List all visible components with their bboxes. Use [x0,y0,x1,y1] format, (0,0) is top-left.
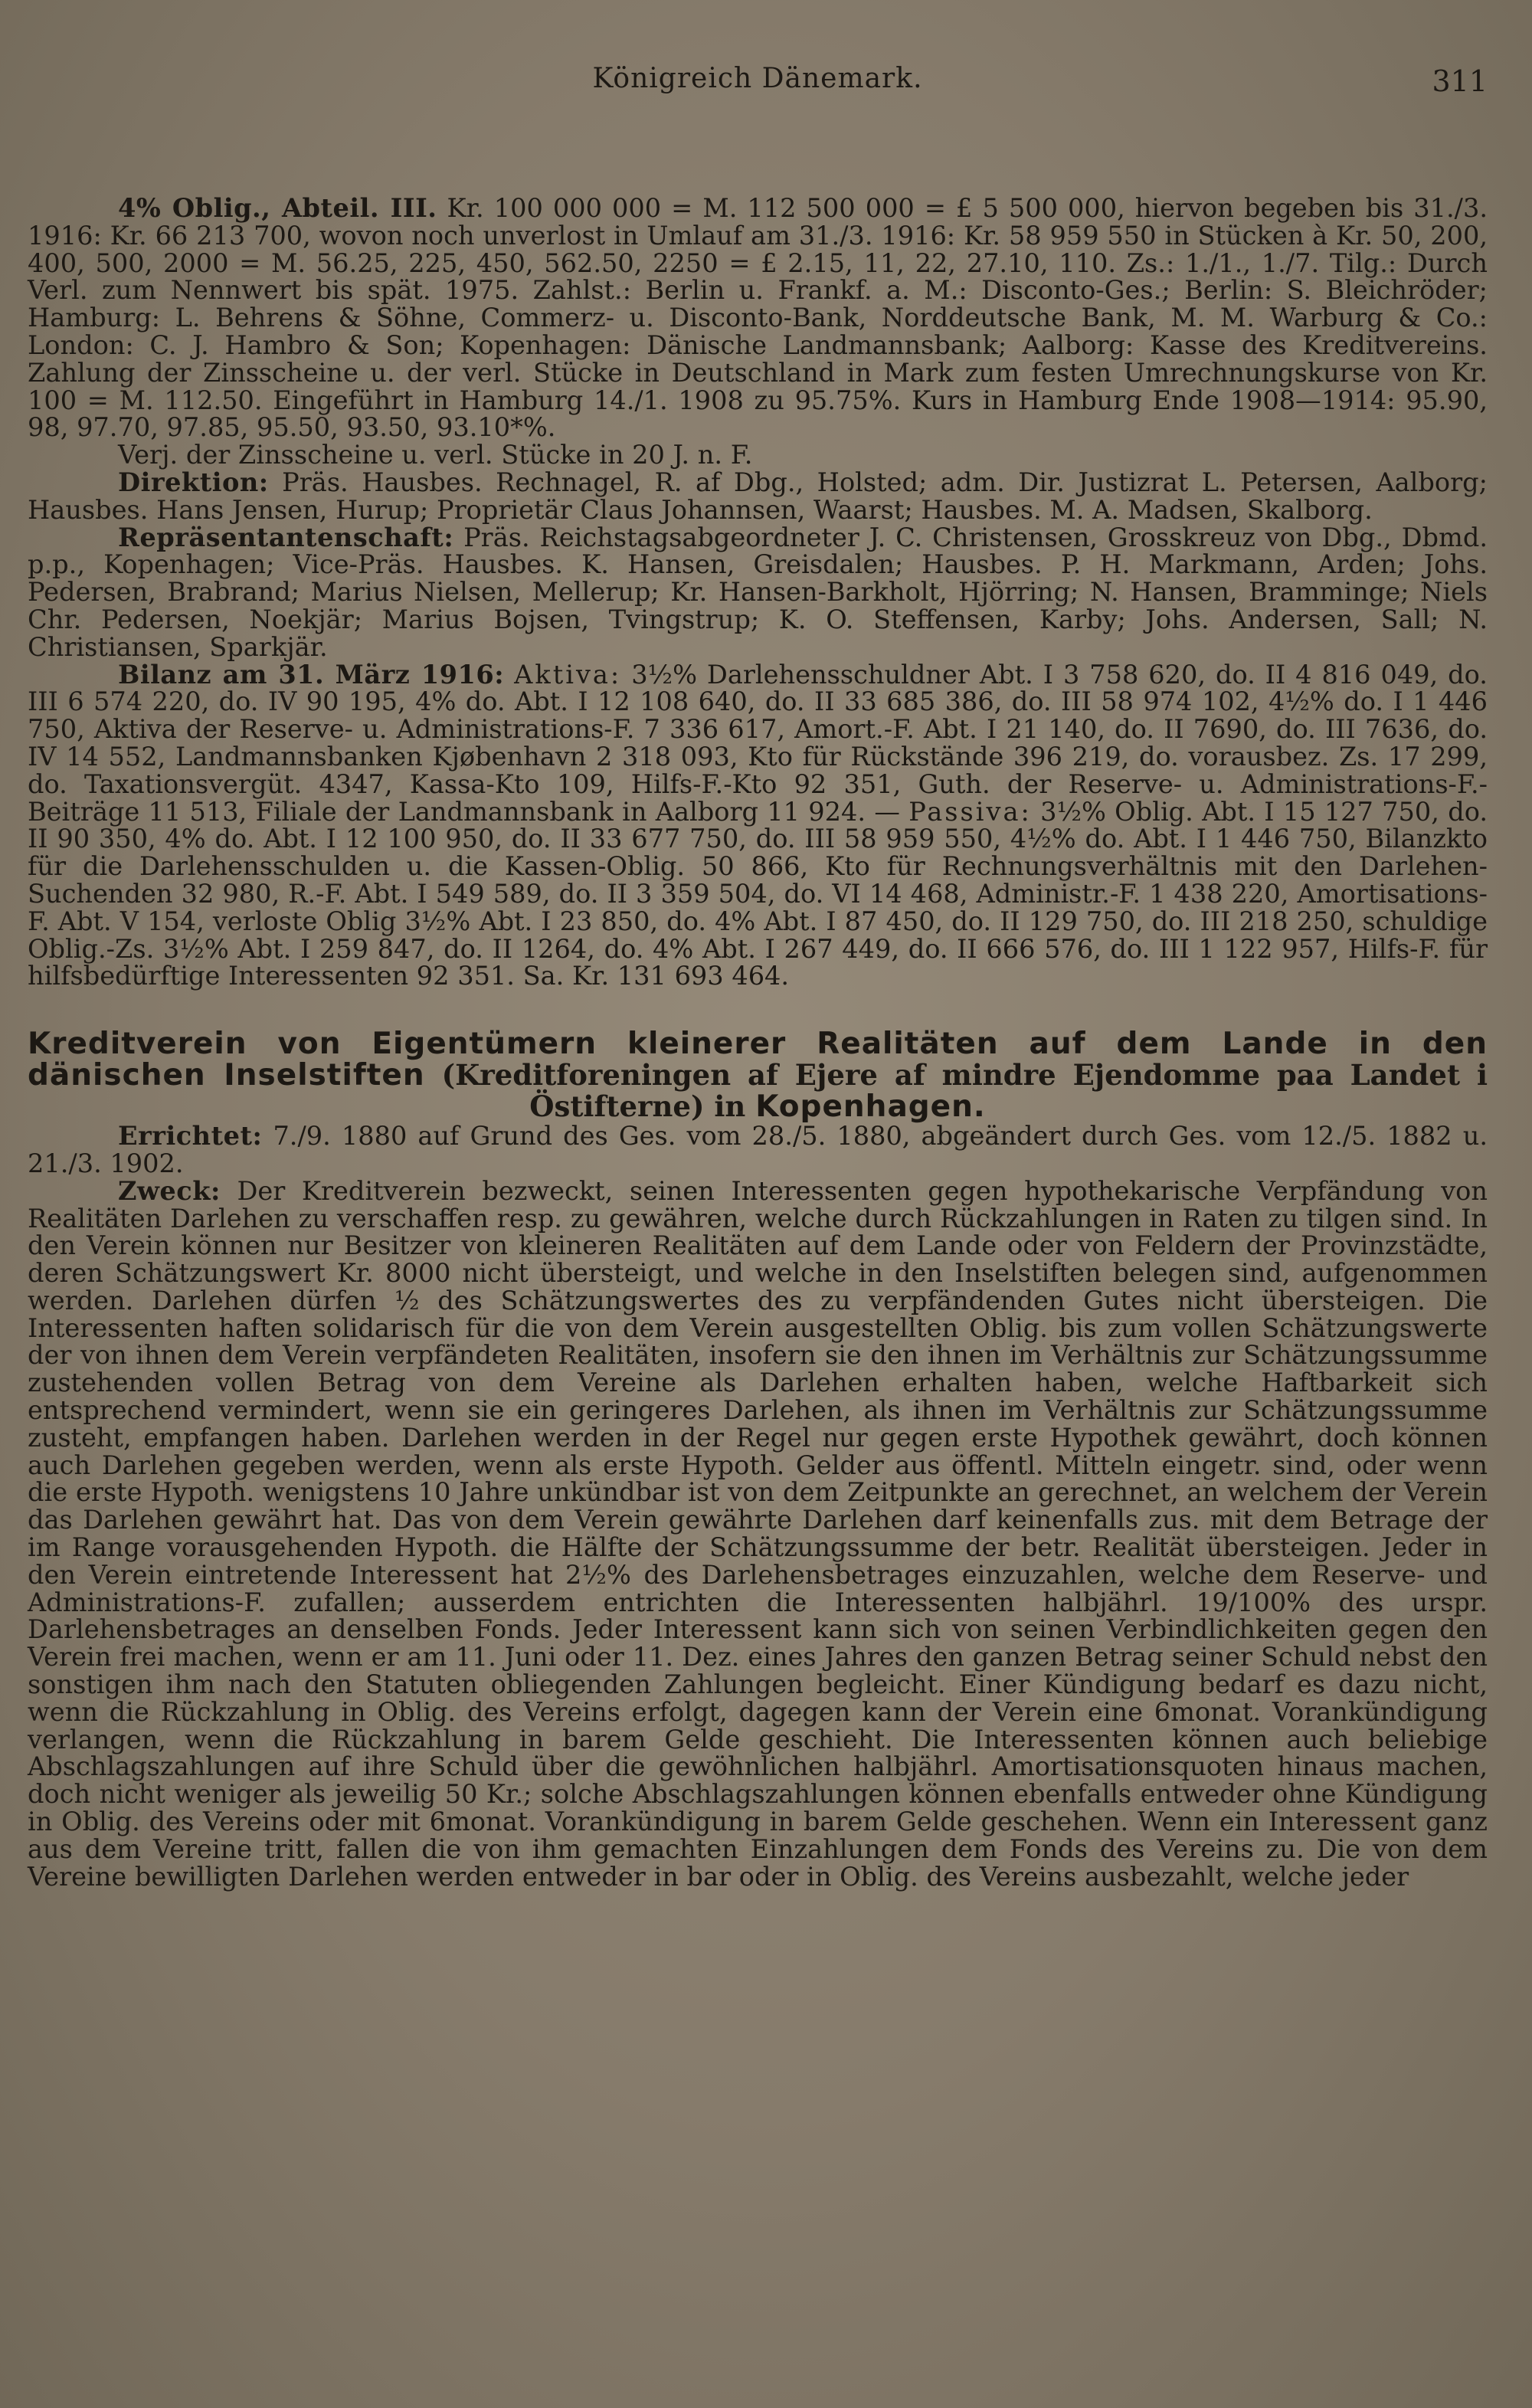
bond-paragraph [28,192,1488,443]
bilanz-lead: Bilanz am 31. März 1916: [118,658,505,690]
errichtet-text: 7./9. 1880 auf Grund des Ges. vom 28./5. 1880, abgeändert durch Ges. vom 12./5. 1882 u. 21./3. 1902. [28,1121,1488,1178]
zweck-lead: Zweck: [118,1175,221,1206]
bond-lead: 4% Oblig., Abteil. III. [118,192,437,223]
section-title-city: Kopenhagen. [755,1089,986,1125]
section-title [28,1027,1488,1125]
verjaehrung-line: Verj. der Zinsscheine u. verl. Stücke in 20 J. n. F. [118,440,753,470]
passiva-text: 3½% Oblig. Abt. I 15 127 750, do. II 90 350, 4% do. Abt. I 12 100 950, do. II 33 677 750, do. III 58 959 550, 4½% do. Abt. I 1 446 750, Bilanzkto für die Darlehensschulden u. die Kassen-Oblig. 50 866, Kto für Rechnungsverhältnis mit den Darlehen-Suchenden 32 980, R.-F. Abt. I 549 589, do. II 3 359 504, do. VI 14 468, Administr.-F. 1 438 220, Amortisations-F. Abt. V 154, verloste Oblig 3½% Abt. I 23 850, do. 4% Abt. I 87 450, do. II 129 750, do. III 218 250, schuldige Oblig.-Zs. 3½% Abt. I 259 847, do. II 1264, do. 4% Abt. I 267 449, do. II 666 576, do. III 1 122 957, Hilfs-F. für hilfsbedürftige Interessenten 92 351. Sa. Kr. 131 693 464. [28,796,1488,991]
aktiva-label: Aktiva: [514,659,622,690]
repraesentanten-paragraph [28,521,1488,662]
page-header [28,63,1488,116]
aktiva-text: 3½% Darlehensschuldner Abt. I 3 758 620, do. II 4 816 049, do. III 6 574 220, do. IV 90 195, 4% do. Abt. I 12 108 640, do. II 33 685 386, do. III 58 974 102, 4½% do. I 1 446 750, Aktiva der Reserve- u. Administrations-F. 7 336 617, Amort.-F. Abt. I 21 140, do. II 7690, do. III 7636, do. IV 14 552, Landmannsbanken Kjøbenhavn 2 318 093, Kto für Rückstände 396 219, do. vorausbez. Zs. 17 299, do. Taxationsvergüt. 4347, Kassa-Kto 109, Hilfs-F.-Kto 92 351, Guth. der Reserve- u. Administrations-F.-Beiträge 11 513, Filiale der Landmannsbank in Aalborg 11 924. — [28,659,1488,827]
section-title-main: Kreditverein von Eigentümern kleinerer Realitäten auf dem Lande in den dänischen Inselstiften [28,1027,1488,1093]
zweck-paragraph [28,1175,1488,1892]
passiva-label: Passiva: [908,796,1032,827]
section-title-danish: (Kreditforeningen af Ejere af mindre Ejendomme paa Landet i Östifterne) in [441,1058,1488,1124]
direktion-lead: Direktion: [118,466,269,497]
bond-text: Kr. 100 000 000 = M. 112 500 000 = £ 5 500 000, hiervon begeben bis 31./3. 1916: Kr. 66 213 700, wovon noch unverlost in Umlauf am 31./3. 1916: Kr. 58 959 550 in Stücken à Kr. 50, 200, 400, 500, 2000 = M. 56.25, 225, 450, 562.50, 2250 = £ 2.15, 11, 22, 27.10, 110. Zs.: 1./1., 1./7. Tilg.: Durch Verl. zum Nennwert bis spät. 1975. Zahlst.: Berlin u. Frankf. a. M.: Disconto-Ges.; Berlin: S. Bleichröder; Hamburg: L. Behrens & Söhne, Commerz- u. Disconto-Bank, Norddeutsche Bank, M. M. Warburg & Co.: London: C. J. Hambro & Son; Kopenhagen: Dänische Landmannsbank; Aalborg: Kasse des Kreditvereins. Zahlung der Zinsscheine u. der verl. Stücke in Deutschland in Mark zum festen Umrechnungskurse von Kr. 100 = M. 112.50. Eingeführt in Hamburg 14./1. 1908 zu 95.75%. Kurs in Hamburg Ende 1908—1914: 95.90, 98, 97.70, 97.85, 95.50, 93.50, 93.10*%. [28,193,1488,443]
errichtet-paragraph [28,1122,1488,1178]
bilanz-paragraph [28,658,1488,991]
errichtet-lead: Errichtet: [118,1120,263,1152]
repraesentanten-text: Präs. Reichstagsabgeordneter J. C. Christensen, Grosskreuz von Dbg., Dbmd. p.p., Kopenhagen; Vice-Präs. Hausbes. K. Hansen, Greisdalen; Hausbes. P. H. Markmann, Arden; Johs. Pedersen, Brabrand; Marius Nielsen, Mellerup; Kr. Hansen-Barkholt, Hjörring; N. Hansen, Bramminge; Niels Chr. Pedersen, Noekjär; Marius Bojsen, Tvingstrup; K. O. Steffensen, Karby; Johs. Andersen, Sall; N. Christiansen, Sparkjär. [28,522,1488,662]
page-number: 311 [1432,64,1488,98]
direktion-paragraph [28,466,1488,525]
repraesentanten-lead: Repräsentantenschaft: [118,521,454,552]
body-text [28,192,1488,1892]
direktion-text: Präs. Hausbes. Rechnagel, R. af Dbg., Holsted; adm. Dir. Justizrat L. Petersen, Aalborg; Hausbes. Hans Jensen, Hurup; Proprietär Claus Johannsen, Waarst; Hausbes. M. A. Madsen, Skalborg. [28,467,1488,525]
zweck-text: Der Kreditverein bezweckt, seinen Interessenten gegen hypothekarische Verpfändung von Realitäten Darlehen zu verschaffen resp. zu gewähren, welche durch Rückzahlungen in Raten zu tilgen sind. In den Verein können nur Besitzer von kleineren Realitäten auf dem Lande oder von Feldern der Provinzstädte, deren Schätzungswert Kr. 8000 nicht übersteigt, und welche in den Inselstiften belegen sind, aufgenommen werden. Darlehen dürfen ½ des Schätzungswertes des zu verpfändenden Gutes nicht übersteigen. Die Interessenten haften solidarisch für die von dem Verein ausgestellten Oblig. bis zum vollen Schätzungswerte der von ihnen dem Verein verpfändeten Realitäten, insofern sie den ihnen im Verhältnis zur Schätzungssumme zustehenden vollen Betrag von dem Vereine als Darlehen erhalten haben, welche Haftbarkeit sich entsprechend vermindert, wenn sie ein geringeres Darlehen, als ihnen im Verhältnis zur Schätzungssumme zusteht, empfangen haben. Darlehen werden in der Regel nur gegen erste Hypothek gewährt, doch können auch Darlehen gegeben werden, wenn als erste Hypoth. Gelder aus öffentl. Mitteln eingetr. sind, oder wenn die erste Hypoth. wenigstens 10 Jahre unkündbar ist von dem Zeitpunkte an gerechnet, an welchem der Verein das Darlehen gewährt hat. Das von dem Verein gewährte Darlehen darf keinenfalls zus. mit dem Betrage der im Range vorausgehenden Hypoth. die Hälfte der Schätzungssumme der betr. Realität übersteigen. Jeder in den Verein eintretende Interessent hat 2½% des Darlehensbetrages einzuzahlen, welche dem Reserve- und Administrations-F. zufallen; ausserdem entrichten die Interessenten halbjährl. 19/100% des urspr. Darlehensbetrages an denselben Fonds. Jeder Interessent kann sich von seinen Verbindlichkeiten gegen den Verein frei machen, wenn er am 11. Juni oder 11. Dez. eines Jahres den ganzen Betrag seiner Schuld nebst den sonstigen ihm nach den Statuten obliegenden Zahlungen begleicht. Einer Kündigung bedarf es dazu nicht, wenn die Rückzahlung in Oblig. des Vereins erfolgt, dagegen kann der Verein eine 6monat. Vorankündigung verlangen, wenn die Rückzahlung in barem Gelde geschieht. Die Interessenten können auch beliebige Abschlagszahlungen auf ihre Schuld über die gewöhnlichen halbjährl. Amortisationsquoten hinaus machen, doch nicht weniger als jeweilig 50 Kr.; solche Abschlagszahlungen können ebenfalls entweder ohne Kündigung in Oblig. des Vereins oder mit 6monat. Vorankündigung in barem Gelde geschehen. Wenn ein Interessent ganz aus dem Vereine tritt, fallen die von ihm gemachten Einzahlungen dem Fonds des Vereins zu. Die von dem Vereine bewilligten Darlehen werden entweder in bar oder in Oblig. des Vereins ausbezahlt, welche jeder [28,1175,1488,1892]
running-title: Königreich Dänemark. [592,63,923,94]
